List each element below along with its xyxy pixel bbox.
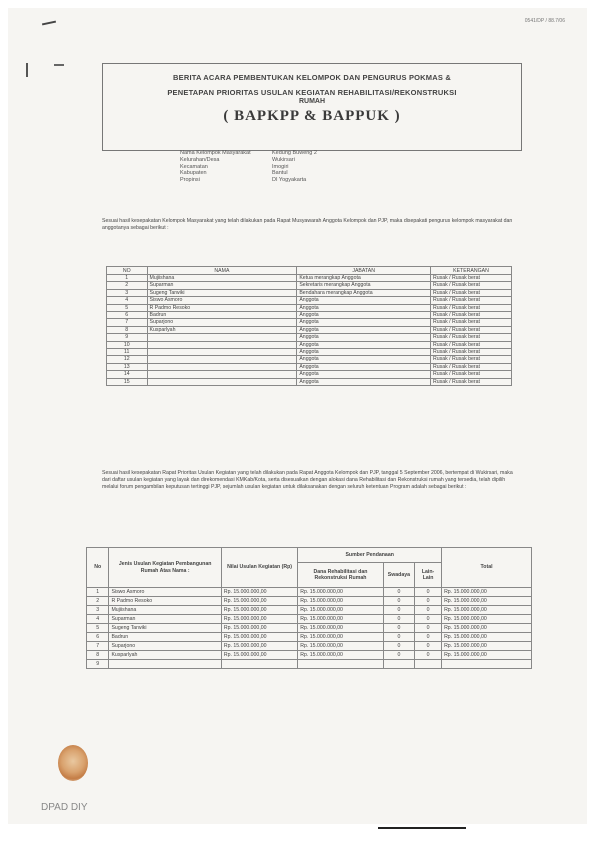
info-label: Kelurahan/Desa <box>180 156 220 163</box>
cell-nama: Badrun <box>109 633 221 642</box>
table-row <box>107 289 512 296</box>
watermark-text: DPAD DIY <box>41 802 88 813</box>
cell-nama: Siswo Asmoro <box>147 297 297 304</box>
cell-keterangan: Rusak / Rusak berat <box>430 363 511 370</box>
col-nilai-usulan: Nilai Usulan Kegiatan (Rp) <box>221 548 297 588</box>
col-swadaya: Swadaya <box>383 563 414 588</box>
cell-nama: Suparman <box>147 282 297 289</box>
cell-jabatan: Anggota <box>297 378 431 385</box>
cell-no: 5 <box>87 624 109 633</box>
table-row <box>87 633 532 642</box>
col-keterangan: KETERANGAN <box>430 267 511 275</box>
cell-jabatan: Anggota <box>297 326 431 333</box>
document-code: 0541/DP / 88.7/06 <box>524 18 565 24</box>
table-row <box>87 651 532 660</box>
cell-swadaya: 0 <box>383 588 414 597</box>
cell-nilai: Rp. 15.000.000,00 <box>221 633 297 642</box>
table-row <box>107 282 512 289</box>
cell-jabatan: Anggota <box>297 371 431 378</box>
col-total: Total <box>442 548 532 588</box>
info-value: DI Yogyakarta <box>272 177 307 184</box>
table-row <box>87 606 532 615</box>
table-row <box>107 304 512 311</box>
table-row <box>87 588 532 597</box>
cell-lain <box>415 660 442 669</box>
info-value: Bantul <box>272 170 288 177</box>
cell-nama <box>147 334 297 341</box>
info-row <box>180 177 317 184</box>
cell-no: 13 <box>107 363 148 370</box>
table-row <box>107 363 512 370</box>
cell-no: 3 <box>87 606 109 615</box>
cell-keterangan: Rusak / Rusak berat <box>430 275 511 282</box>
info-label: Kabupaten <box>180 170 207 177</box>
cell-keterangan: Rusak / Rusak berat <box>430 289 511 296</box>
cell-nama: Kusparlyah <box>109 651 221 660</box>
cell-keterangan: Rusak / Rusak berat <box>430 371 511 378</box>
cell-no: 8 <box>107 326 148 333</box>
table-row <box>107 326 512 333</box>
cell-no: 5 <box>107 304 148 311</box>
cell-no: 14 <box>107 371 148 378</box>
col-jenis-usulan: Jenis Usulan Kegiatan Pembangunan Rumah Atas Nama : <box>109 548 221 588</box>
cell-jabatan: Ketua merangkap Anggota <box>297 275 431 282</box>
cell-nama <box>147 349 297 356</box>
cell-swadaya: 0 <box>383 651 414 660</box>
cell-no: 9 <box>87 660 109 669</box>
cell-total: Rp. 15.000.000,00 <box>442 588 532 597</box>
info-row <box>180 170 317 177</box>
info-label: Propinsi <box>180 177 200 184</box>
cell-keterangan: Rusak / Rusak berat <box>430 341 511 348</box>
info-value: Imogiri <box>272 163 289 170</box>
cell-jabatan: Anggota <box>297 349 431 356</box>
cell-keterangan: Rusak / Rusak berat <box>430 297 511 304</box>
paragraph-priority: Sesuai hasil kesepakatan Rapat Prioritas Usulan Kegiatan yang telah dilakukan pada Rapat Anggota Kelompok dan PJP, tanggal 5 September 2006, bertempat di Wukirsari, maka dari daftar usulan kegiatan yang layak dan direkomendasi KMKab/Kota, serta disesuaikan dengan alokasi dana Rehabilitasi dan Rekonstruksi rumah yang tersedia, telah dipilih melalui forum pengambilan keputusan tertinggi PJP, sejumlah usulan kegiatan untuk dilaksanakan dengan seluruh ketentuan Program adalah sebagai berikut : <box>102 470 513 490</box>
info-label: Kecamatan <box>180 163 208 170</box>
cell-nama: Badrun <box>147 312 297 319</box>
title-line-2: PENETAPAN PRIORITAS USULAN KEGIATAN REHABILITASI/REKONSTRUKSI <box>167 88 457 97</box>
cell-swadaya: 0 <box>383 606 414 615</box>
info-value: Wukirsari <box>272 156 295 163</box>
cell-nilai: Rp. 15.000.000,00 <box>221 597 297 606</box>
cell-jabatan: Bendahara merangkap Anggota <box>297 289 431 296</box>
cell-no: 1 <box>87 588 109 597</box>
cell-nama <box>147 341 297 348</box>
cell-lain: 0 <box>415 588 442 597</box>
cell-no: 3 <box>107 289 148 296</box>
cell-nama: Suparman <box>109 615 221 624</box>
table-row <box>107 371 512 378</box>
info-row <box>180 157 317 164</box>
table-row <box>87 660 532 669</box>
cell-keterangan: Rusak / Rusak berat <box>430 349 511 356</box>
cell-no: 4 <box>107 297 148 304</box>
pen-mark <box>54 64 64 66</box>
proposals-table <box>86 547 532 669</box>
cell-nilai <box>221 660 297 669</box>
cell-no: 7 <box>107 319 148 326</box>
cell-jabatan: Anggota <box>297 297 431 304</box>
cell-jabatan: Anggota <box>297 304 431 311</box>
cell-nama <box>147 356 297 363</box>
table-row <box>87 597 532 606</box>
cell-dana: Rp. 15.000.000,00 <box>298 606 383 615</box>
cell-nilai: Rp. 15.000.000,00 <box>221 624 297 633</box>
cell-jabatan: Anggota <box>297 356 431 363</box>
cell-nama: Suparjono <box>147 319 297 326</box>
table-row <box>107 349 512 356</box>
cell-swadaya: 0 <box>383 615 414 624</box>
cell-keterangan: Rusak / Rusak berat <box>430 378 511 385</box>
table-row <box>107 341 512 348</box>
table-row <box>107 378 512 385</box>
col-jabatan: JABATAN <box>297 267 431 275</box>
cell-lain: 0 <box>415 615 442 624</box>
cell-nama <box>147 363 297 370</box>
cell-keterangan: Rusak / Rusak berat <box>430 304 511 311</box>
info-row <box>180 150 317 157</box>
cell-dana: Rp. 15.000.000,00 <box>298 642 383 651</box>
info-row <box>180 164 317 171</box>
cell-keterangan: Rusak / Rusak berat <box>430 282 511 289</box>
table-row <box>107 297 512 304</box>
table-row <box>107 356 512 363</box>
cell-jabatan: Anggota <box>297 363 431 370</box>
cell-nama <box>109 660 221 669</box>
cell-keterangan: Rusak / Rusak berat <box>430 334 511 341</box>
cell-nama: R Padmo Resoko <box>109 597 221 606</box>
cell-jabatan: Anggota <box>297 341 431 348</box>
cell-keterangan: Rusak / Rusak berat <box>430 312 511 319</box>
cell-nilai: Rp. 15.000.000,00 <box>221 615 297 624</box>
seal-logo <box>58 745 88 781</box>
page-divider-line <box>378 827 466 829</box>
info-value: Kedung Buweng 2 <box>272 150 317 156</box>
cell-total: Rp. 15.000.000,00 <box>442 642 532 651</box>
table-row <box>107 319 512 326</box>
cell-nama <box>147 371 297 378</box>
cell-no: 9 <box>107 334 148 341</box>
cell-no: 10 <box>107 341 148 348</box>
table-row <box>87 624 532 633</box>
cell-no: 2 <box>87 597 109 606</box>
cell-lain: 0 <box>415 624 442 633</box>
cell-dana: Rp. 15.000.000,00 <box>298 597 383 606</box>
cell-total: Rp. 15.000.000,00 <box>442 624 532 633</box>
cell-total: Rp. 15.000.000,00 <box>442 606 532 615</box>
cell-nama: Sugeng Tarwiki <box>147 289 297 296</box>
cell-swadaya: 0 <box>383 633 414 642</box>
cell-no: 12 <box>107 356 148 363</box>
cell-dana: Rp. 15.000.000,00 <box>298 615 383 624</box>
cell-jabatan: Anggota <box>297 334 431 341</box>
cell-lain: 0 <box>415 633 442 642</box>
title-box <box>102 63 522 151</box>
cell-nama: Suparjono <box>109 642 221 651</box>
table-row <box>87 615 532 624</box>
cell-swadaya <box>383 660 414 669</box>
cell-swadaya: 0 <box>383 597 414 606</box>
cell-dana <box>298 660 383 669</box>
table-row <box>107 334 512 341</box>
cell-nama: Kusparlyah <box>147 326 297 333</box>
cell-total: Rp. 15.000.000,00 <box>442 615 532 624</box>
cell-nama: Sugeng Tarwiki <box>109 624 221 633</box>
cell-lain: 0 <box>415 642 442 651</box>
cell-nama: R Padmo Resoko <box>147 304 297 311</box>
cell-no: 7 <box>87 642 109 651</box>
col-nama: NAMA <box>147 267 297 275</box>
cell-total <box>442 660 532 669</box>
cell-no: 15 <box>107 378 148 385</box>
cell-dana: Rp. 15.000.000,00 <box>298 651 383 660</box>
cell-keterangan: Rusak / Rusak berat <box>430 356 511 363</box>
paragraph-intro: Sesuai hasil kesepakatan Kelompok Masyarakat yang telah dilakukan pada Rapat Musyawarah Anggota Kelompok dan PJP, maka disepakati pengurus kelompok masyarakat dan anggotanya sebagai berikut : <box>102 218 513 231</box>
cell-lain: 0 <box>415 651 442 660</box>
cell-nama: Mujiishana <box>109 606 221 615</box>
pen-mark <box>26 63 28 77</box>
cell-no: 2 <box>107 282 148 289</box>
cell-nama: Siswo Asmoro <box>109 588 221 597</box>
cell-no: 8 <box>87 651 109 660</box>
table-row <box>107 312 512 319</box>
cell-lain: 0 <box>415 597 442 606</box>
cell-nilai: Rp. 15.000.000,00 <box>221 606 297 615</box>
cell-swadaya: 0 <box>383 642 414 651</box>
title-line-1: BERITA ACARA PEMBENTUKAN KELOMPOK DAN PENGURUS POKMAS & <box>173 73 451 82</box>
cell-keterangan: Rusak / Rusak berat <box>430 326 511 333</box>
cell-swadaya: 0 <box>383 624 414 633</box>
cell-nilai: Rp. 15.000.000,00 <box>221 588 297 597</box>
cell-no: 11 <box>107 349 148 356</box>
info-label: Nama Kelompok Masyarakat <box>180 150 251 156</box>
cell-nama <box>147 378 297 385</box>
title-line-3: RUMAH <box>298 98 326 105</box>
cell-no: 1 <box>107 275 148 282</box>
table-row <box>87 642 532 651</box>
pen-mark <box>42 21 56 26</box>
col-no: No <box>87 548 109 588</box>
col-sumber-pendanaan: Sumber Pendanaan <box>298 548 442 563</box>
col-no: NO <box>107 267 148 275</box>
cell-total: Rp. 15.000.000,00 <box>442 633 532 642</box>
group-info <box>180 150 317 184</box>
cell-total: Rp. 15.000.000,00 <box>442 597 532 606</box>
cell-total: Rp. 15.000.000,00 <box>442 651 532 660</box>
cell-nilai: Rp. 15.000.000,00 <box>221 651 297 660</box>
col-dana-rehabilitasi: Dana Rehabilitasi dan Rekonstruksi Rumah <box>298 563 383 588</box>
cell-jabatan: Sekretaris merangkap Anggota <box>297 282 431 289</box>
cell-dana: Rp. 15.000.000,00 <box>298 633 383 642</box>
members-table <box>106 266 512 386</box>
cell-no: 4 <box>87 615 109 624</box>
cell-jabatan: Anggota <box>297 319 431 326</box>
cell-nilai: Rp. 15.000.000,00 <box>221 642 297 651</box>
title-abbreviation: ( BAPKPP & BAPPUK ) <box>223 108 401 124</box>
cell-jabatan: Anggota <box>297 312 431 319</box>
col-lain-lain: Lain-Lain <box>415 563 442 588</box>
cell-nama: Mujiishana <box>147 275 297 282</box>
document-page <box>8 8 587 824</box>
table-row <box>107 275 512 282</box>
cell-keterangan: Rusak / Rusak berat <box>430 319 511 326</box>
cell-dana: Rp. 15.000.000,00 <box>298 624 383 633</box>
cell-lain: 0 <box>415 606 442 615</box>
cell-no: 6 <box>87 633 109 642</box>
cell-no: 6 <box>107 312 148 319</box>
cell-dana: Rp. 15.000.000,00 <box>298 588 383 597</box>
